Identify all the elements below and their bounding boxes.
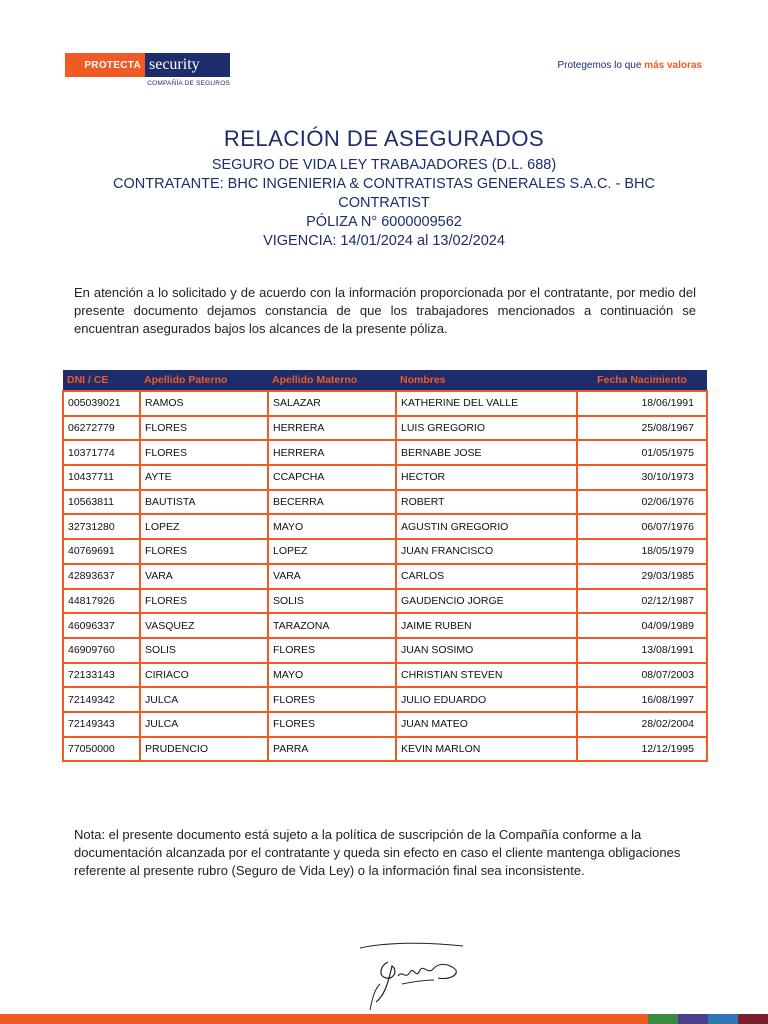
- table-row: [63, 490, 707, 515]
- header-fecha-nacimiento: Fecha Nacimiento: [577, 370, 707, 391]
- cell-dni: 72149342: [63, 687, 140, 712]
- cell-apellido-materno: FLORES: [268, 638, 396, 663]
- cell-fecha-nacimiento: 08/07/2003: [577, 663, 707, 688]
- cell-nombres: JUAN SOSIMO: [396, 638, 577, 663]
- table-row: [63, 391, 707, 416]
- header-nombres: Nombres: [396, 370, 577, 391]
- cell-dni: 46096337: [63, 613, 140, 638]
- table-body: [63, 391, 707, 761]
- cell-dni: 06272779: [63, 416, 140, 441]
- logo-protecta-text: PROTECTA: [65, 53, 145, 77]
- cell-apellido-materno: MAYO: [268, 514, 396, 539]
- footer-bar-segment-3: [708, 1014, 738, 1024]
- cell-apellido-paterno: JULCA: [140, 712, 268, 737]
- cell-apellido-paterno: RAMOS: [140, 391, 268, 416]
- cell-apellido-materno: HERRERA: [268, 440, 396, 465]
- table-header: [63, 370, 707, 391]
- cell-dni: 42893637: [63, 564, 140, 589]
- table-row: [63, 416, 707, 441]
- cell-dni: 005039021: [63, 391, 140, 416]
- contractor-name: CONTRATANTE: BHC INGENIERIA & CONTRATISTAS GENERALES S.A.C. - BHC CONTRATIST: [113, 176, 655, 211]
- table-row: [63, 737, 707, 762]
- cell-dni: 10371774: [63, 440, 140, 465]
- cell-fecha-nacimiento: 02/12/1987: [577, 589, 707, 614]
- cell-apellido-materno: LOPEZ: [268, 539, 396, 564]
- cell-nombres: CARLOS: [396, 564, 577, 589]
- cell-fecha-nacimiento: 12/12/1995: [577, 737, 707, 762]
- cell-nombres: KATHERINE DEL VALLE: [396, 391, 577, 416]
- cell-apellido-paterno: FLORES: [140, 416, 268, 441]
- cell-nombres: JUAN MATEO: [396, 712, 577, 737]
- table-row: [63, 564, 707, 589]
- validity-period: VIGENCIA: 14/01/2024 al 13/02/2024: [263, 233, 505, 249]
- tagline: [557, 60, 702, 71]
- cell-fecha-nacimiento: 01/05/1975: [577, 440, 707, 465]
- table-row: [63, 539, 707, 564]
- table-row: [63, 613, 707, 638]
- logo-security-text: security: [145, 53, 230, 77]
- cell-apellido-materno: HERRERA: [268, 416, 396, 441]
- cell-dni: 46909760: [63, 638, 140, 663]
- cell-apellido-paterno: FLORES: [140, 539, 268, 564]
- cell-fecha-nacimiento: 13/08/1991: [577, 638, 707, 663]
- company-logo: [65, 53, 230, 89]
- table-row: [63, 514, 707, 539]
- cell-apellido-paterno: LOPEZ: [140, 514, 268, 539]
- cell-apellido-materno: FLORES: [268, 712, 396, 737]
- cell-apellido-materno: FLORES: [268, 687, 396, 712]
- cell-nombres: JULIO EDUARDO: [396, 687, 577, 712]
- cell-fecha-nacimiento: 02/06/1976: [577, 490, 707, 515]
- cell-apellido-paterno: AYTE: [140, 465, 268, 490]
- cell-nombres: ROBERT: [396, 490, 577, 515]
- note-paragraph: Nota: el presente documento está sujeto a la política de suscripción de la Compañía conforme a la documentación alcanzada por el contratante y queda sin efecto en caso el cliente mantenga obligaciones referente al presente rubro (Seguro de Vida Ley) o la información final sea inconsistente.: [74, 827, 681, 878]
- cell-nombres: CHRISTIAN STEVEN: [396, 663, 577, 688]
- policy-number: PÓLIZA N° 6000009562: [306, 214, 462, 230]
- cell-dni: 44817926: [63, 589, 140, 614]
- cell-apellido-paterno: VARA: [140, 564, 268, 589]
- footer-bar-segment-4: [738, 1014, 768, 1024]
- cell-fecha-nacimiento: 25/08/1967: [577, 416, 707, 441]
- cell-dni: 72133143: [63, 663, 140, 688]
- cell-nombres: AGUSTIN GREGORIO: [396, 514, 577, 539]
- cell-nombres: GAUDENCIO JORGE: [396, 589, 577, 614]
- cell-apellido-paterno: SOLIS: [140, 638, 268, 663]
- cell-fecha-nacimiento: 06/07/1976: [577, 514, 707, 539]
- cell-nombres: JUAN FRANCISCO: [396, 539, 577, 564]
- footer-bar-main: [0, 1014, 648, 1024]
- signature-image: [358, 940, 468, 1012]
- table-row: [63, 589, 707, 614]
- table-row: [63, 687, 707, 712]
- cell-apellido-paterno: PRUDENCIO: [140, 737, 268, 762]
- cell-apellido-materno: BECERRA: [268, 490, 396, 515]
- insured-table: [62, 370, 708, 762]
- cell-apellido-materno: TARAZONA: [268, 613, 396, 638]
- logo-subtitle: COMPAÑÍA DE SEGUROS: [147, 80, 230, 87]
- table-row: [63, 712, 707, 737]
- cell-apellido-materno: MAYO: [268, 663, 396, 688]
- cell-dni: 32731280: [63, 514, 140, 539]
- cell-fecha-nacimiento: 16/08/1997: [577, 687, 707, 712]
- cell-apellido-paterno: JULCA: [140, 687, 268, 712]
- cell-fecha-nacimiento: 04/09/1989: [577, 613, 707, 638]
- insured-table-container: [62, 370, 706, 762]
- cell-nombres: LUIS GREGORIO: [396, 416, 577, 441]
- document-titles: [0, 126, 768, 251]
- document-header: [0, 0, 768, 100]
- cell-dni: 40769691: [63, 539, 140, 564]
- cell-nombres: HECTOR: [396, 465, 577, 490]
- cell-apellido-materno: PARRA: [268, 737, 396, 762]
- tagline-accent: más valoras: [644, 60, 702, 71]
- tagline-prefix: Protegemos lo que: [557, 60, 645, 71]
- cell-apellido-paterno: CIRIACO: [140, 663, 268, 688]
- header-apellido-materno: Apellido Materno: [268, 370, 396, 391]
- cell-apellido-materno: SOLIS: [268, 589, 396, 614]
- cell-nombres: JAIME RUBEN: [396, 613, 577, 638]
- header-dni: DNI / CE: [63, 370, 140, 391]
- header-apellido-paterno: Apellido Paterno: [140, 370, 268, 391]
- cell-dni: 72149343: [63, 712, 140, 737]
- insurance-type: SEGURO DE VIDA LEY TRABAJADORES (D.L. 688): [211, 157, 557, 173]
- table-row: [63, 638, 707, 663]
- table-row: [63, 465, 707, 490]
- cell-dni: 10437711: [63, 465, 140, 490]
- cell-fecha-nacimiento: 18/06/1991: [577, 391, 707, 416]
- cell-nombres: KEVIN MARLON: [396, 737, 577, 762]
- cell-dni: 10563811: [63, 490, 140, 515]
- table-row: [63, 440, 707, 465]
- footer-color-bar: [0, 1014, 768, 1024]
- cell-dni: 77050000: [63, 737, 140, 762]
- cell-fecha-nacimiento: 30/10/1973: [577, 465, 707, 490]
- cell-fecha-nacimiento: 18/05/1979: [577, 539, 707, 564]
- intro-paragraph: En atención a lo solicitado y de acuerdo con la información proporcionada por el contratante, por medio del presente documento dejamos constancia de que los trabajadores mencionados a continuación se encuentran asegurados bajos los alcances de la presente póliza.: [74, 285, 696, 336]
- footer-bar-segment-2: [678, 1014, 708, 1024]
- signature-icon: [358, 940, 468, 1012]
- cell-apellido-materno: CCAPCHA: [268, 465, 396, 490]
- document-title: RELACIÓN DE ASEGURADOS: [223, 126, 545, 151]
- table-row: [63, 663, 707, 688]
- cell-fecha-nacimiento: 29/03/1985: [577, 564, 707, 589]
- footer-bar-segment-1: [648, 1014, 678, 1024]
- cell-nombres: BERNABE JOSE: [396, 440, 577, 465]
- cell-apellido-materno: SALAZAR: [268, 391, 396, 416]
- cell-apellido-materno: VARA: [268, 564, 396, 589]
- cell-apellido-paterno: BAUTISTA: [140, 490, 268, 515]
- cell-apellido-paterno: VASQUEZ: [140, 613, 268, 638]
- cell-apellido-paterno: FLORES: [140, 589, 268, 614]
- cell-fecha-nacimiento: 28/02/2004: [577, 712, 707, 737]
- cell-apellido-paterno: FLORES: [140, 440, 268, 465]
